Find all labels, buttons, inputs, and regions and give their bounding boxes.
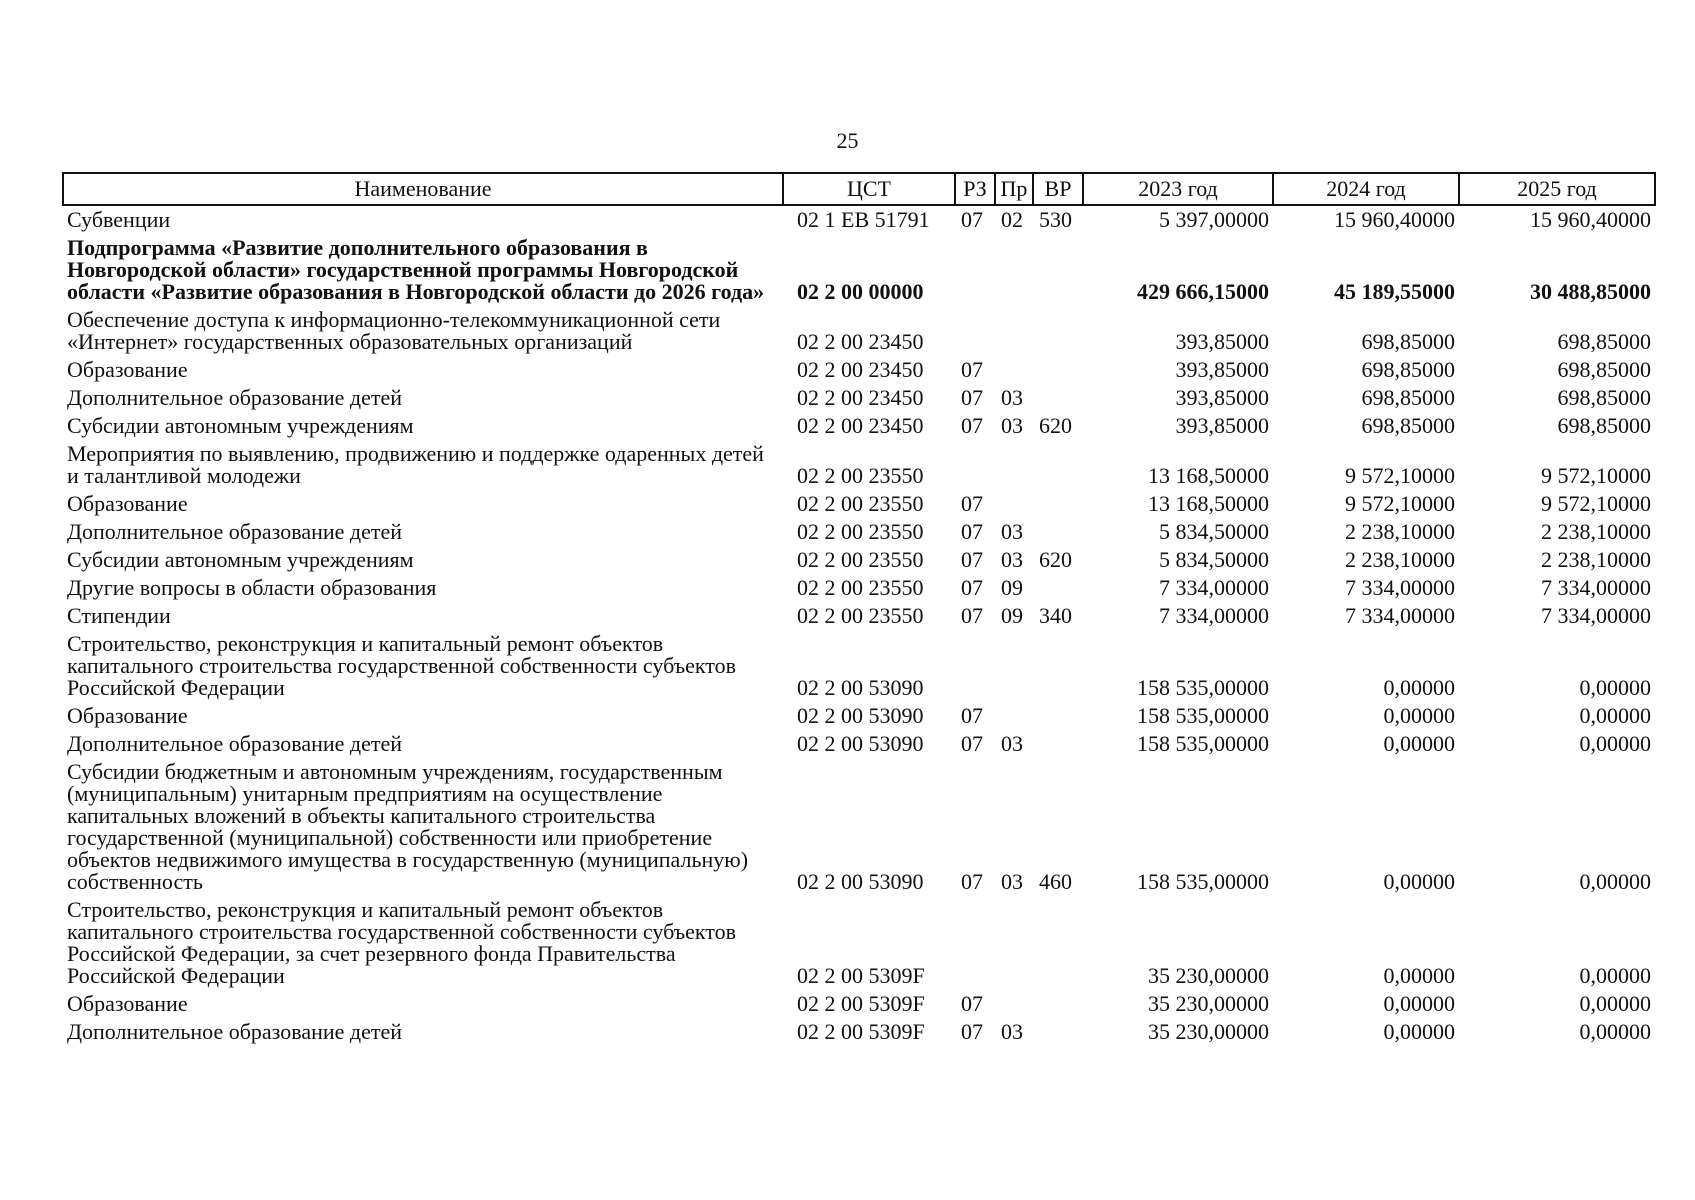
row-rz: 07: [961, 491, 983, 516]
budget-table: [62, 172, 1656, 1046]
row-name: Субвенции: [67, 207, 171, 232]
row-2025-amount: 2 238,10000: [1541, 547, 1651, 572]
row-vr: [1033, 730, 1083, 758]
table-row: [63, 990, 1655, 1018]
table-row: [63, 518, 1655, 546]
row-name: Строительство, реконструкция и капитальный ремонт объектов капитального строительства государственной собственности субъектов Российской Федерации, за счет резервного фонда Правительства Российской Федерации: [67, 897, 737, 988]
row-2025-amount: 698,85000: [1557, 385, 1651, 410]
row-2025-amount: 0,00000: [1579, 731, 1651, 756]
table-row: [63, 896, 1655, 990]
table-row: [63, 234, 1655, 306]
row-pr: 02: [1001, 207, 1023, 232]
row-rz: 07: [961, 207, 983, 232]
row-name: Стипендии: [67, 603, 171, 628]
row-vr: [1033, 1018, 1083, 1046]
row-cst: 02 2 00 23550: [797, 603, 924, 628]
row-rz: 07: [961, 1019, 983, 1044]
row-rz: [955, 440, 995, 490]
row-vr: [1033, 356, 1083, 384]
table-row: [63, 1018, 1655, 1046]
header-rz: РЗ: [955, 173, 995, 205]
row-rz: 07: [961, 519, 983, 544]
row-2024-amount: 45 189,55000: [1334, 279, 1455, 304]
row-2023-amount: 393,85000: [1175, 357, 1269, 382]
row-name: Образование: [67, 491, 188, 516]
row-rz: [955, 234, 995, 306]
row-2023-amount: 429 666,15000: [1137, 279, 1269, 304]
row-2025-amount: 698,85000: [1557, 357, 1651, 382]
row-vr: [1033, 490, 1083, 518]
row-2025-amount: 30 488,85000: [1530, 279, 1651, 304]
row-2024-amount: 0,00000: [1383, 675, 1455, 700]
row-2024-amount: 0,00000: [1383, 963, 1455, 988]
row-vr: [1033, 702, 1083, 730]
row-2023-amount: 158 535,00000: [1137, 703, 1269, 728]
row-2025-amount: 0,00000: [1579, 675, 1651, 700]
row-name: Субсидии автономным учреждениям: [67, 547, 414, 572]
row-cst: 02 2 00 23550: [797, 575, 924, 600]
row-2025-amount: 7 334,00000: [1541, 603, 1651, 628]
header-pr: Пр: [995, 173, 1033, 205]
table-row: [63, 730, 1655, 758]
row-2023-amount: 35 230,00000: [1148, 963, 1269, 988]
row-vr: [1033, 990, 1083, 1018]
row-2023-amount: 7 334,00000: [1159, 603, 1269, 628]
header-vr: ВР: [1033, 173, 1083, 205]
row-cst: 02 2 00 23550: [797, 491, 924, 516]
row-pr: [995, 356, 1033, 384]
row-name: Обеспечение доступа к информационно-телекоммуникационной сети «Интернет» государственных образовательных организаций: [67, 307, 721, 354]
row-name: Строительство, реконструкция и капитальный ремонт объектов капитального строительства государственной собственности субъектов Российской Федерации: [67, 631, 737, 700]
row-pr: 03: [1001, 869, 1023, 894]
row-pr: [995, 990, 1033, 1018]
row-2024-amount: 0,00000: [1383, 991, 1455, 1016]
row-vr: [1033, 574, 1083, 602]
row-2025-amount: 0,00000: [1579, 991, 1651, 1016]
row-cst: 02 2 00 5309F: [797, 991, 925, 1016]
row-2024-amount: 0,00000: [1383, 731, 1455, 756]
table-body: [63, 205, 1655, 1046]
row-2025-amount: 0,00000: [1579, 963, 1651, 988]
row-vr: [1033, 518, 1083, 546]
table-row: [63, 306, 1655, 356]
row-2023-amount: 5 834,50000: [1159, 547, 1269, 572]
row-2023-amount: 158 535,00000: [1137, 731, 1269, 756]
row-rz: 07: [961, 357, 983, 382]
table-row: [63, 440, 1655, 490]
row-2023-amount: 393,85000: [1175, 385, 1269, 410]
row-2023-amount: 393,85000: [1175, 413, 1269, 438]
row-2023-amount: 5 397,00000: [1159, 207, 1269, 232]
row-rz: 07: [961, 731, 983, 756]
row-name: Дополнительное образование детей: [67, 731, 403, 756]
row-2023-amount: 35 230,00000: [1148, 991, 1269, 1016]
table-row: [63, 574, 1655, 602]
table-row: [63, 205, 1655, 234]
row-rz: 07: [961, 413, 983, 438]
row-pr: 03: [1001, 413, 1023, 438]
table-row: [63, 412, 1655, 440]
header-2025: 2025 год: [1459, 173, 1655, 205]
row-2025-amount: 9 572,10000: [1541, 491, 1651, 516]
row-vr: [1033, 234, 1083, 306]
row-2023-amount: 13 168,50000: [1148, 491, 1269, 516]
row-2024-amount: 2 238,10000: [1345, 547, 1455, 572]
page-number: 25: [836, 128, 859, 153]
row-cst: 02 2 00 23550: [797, 547, 924, 572]
row-2023-amount: 158 535,00000: [1137, 675, 1269, 700]
row-rz: [955, 630, 995, 702]
row-cst: 02 2 00 23450: [797, 413, 924, 438]
row-vr: [1033, 630, 1083, 702]
row-2025-amount: 2 238,10000: [1541, 519, 1651, 544]
row-vr: [1033, 384, 1083, 412]
row-cst: 02 2 00 5309F: [797, 963, 925, 988]
header-name: Наименование: [63, 173, 783, 205]
row-rz: 07: [961, 703, 983, 728]
table-row: [63, 602, 1655, 630]
row-2025-amount: 9 572,10000: [1541, 463, 1651, 488]
row-cst: 02 2 00 23450: [797, 357, 924, 382]
row-name: Дополнительное образование детей: [67, 1019, 403, 1044]
table-row: [63, 384, 1655, 412]
row-pr: 03: [1001, 385, 1023, 410]
row-cst: 02 2 00 53090: [797, 675, 924, 700]
row-rz: 07: [961, 575, 983, 600]
row-name: Образование: [67, 357, 188, 382]
row-cst: 02 2 00 23550: [797, 463, 924, 488]
row-rz: [955, 306, 995, 356]
row-pr: [995, 440, 1033, 490]
row-pr: 09: [1001, 603, 1023, 628]
row-name: Другие вопросы в области образования: [67, 575, 437, 600]
row-2024-amount: 0,00000: [1383, 1019, 1455, 1044]
row-name: Подпрограмма «Развитие дополнительного образования в Новгородской области» государственной программы Новгородской области «Развитие образования в Новгородской области до 2026 года»: [67, 235, 765, 304]
row-pr: 09: [1001, 575, 1023, 600]
row-cst: 02 2 00 23550: [797, 519, 924, 544]
row-cst: 02 2 00 53090: [797, 869, 924, 894]
row-vr: 460: [1039, 869, 1072, 894]
table-row: [63, 546, 1655, 574]
row-2023-amount: 5 834,50000: [1159, 519, 1269, 544]
row-name: Дополнительное образование детей: [67, 519, 403, 544]
row-name: Образование: [67, 991, 188, 1016]
row-2024-amount: 15 960,40000: [1334, 207, 1455, 232]
row-2024-amount: 7 334,00000: [1345, 603, 1455, 628]
row-pr: [995, 896, 1033, 990]
row-pr: 03: [1001, 547, 1023, 572]
row-2024-amount: 0,00000: [1383, 869, 1455, 894]
row-rz: 07: [961, 385, 983, 410]
row-2023-amount: 393,85000: [1175, 329, 1269, 354]
row-2025-amount: 7 334,00000: [1541, 575, 1651, 600]
row-2024-amount: 698,85000: [1361, 385, 1455, 410]
row-pr: 03: [1001, 731, 1023, 756]
row-2024-amount: 9 572,10000: [1345, 491, 1455, 516]
row-2025-amount: 698,85000: [1557, 329, 1651, 354]
row-rz: [955, 896, 995, 990]
row-2024-amount: 698,85000: [1361, 413, 1455, 438]
row-rz: 07: [961, 603, 983, 628]
table-header-row: [63, 173, 1655, 205]
row-rz: 07: [961, 869, 983, 894]
table-row: [63, 490, 1655, 518]
row-name: Мероприятия по выявлению, продвижению и поддержке одаренных детей и талантливой молодежи: [67, 441, 764, 488]
row-cst: 02 1 ЕВ 51791: [797, 207, 930, 232]
row-2024-amount: 2 238,10000: [1345, 519, 1455, 544]
row-pr: 03: [1001, 519, 1023, 544]
row-pr: [995, 490, 1033, 518]
row-name: Субсидии бюджетным и автономным учреждениям, государственным (муниципальным) унитарным предприятиям на осуществление капитальных вложений в объекты капитального строительства государственной (муниципальной) собственности или приобретение объектов недвижимого имущества в государственную (муниципальную) собственность: [67, 759, 749, 894]
row-pr: [995, 630, 1033, 702]
row-cst: 02 2 00 00000: [797, 279, 924, 304]
row-vr: [1033, 306, 1083, 356]
row-vr: 620: [1039, 547, 1072, 572]
header-2024: 2024 год: [1273, 173, 1459, 205]
table-row: [63, 356, 1655, 384]
table-row: [63, 758, 1655, 896]
row-cst: 02 2 00 5309F: [797, 1019, 925, 1044]
row-2023-amount: 7 334,00000: [1159, 575, 1269, 600]
row-pr: [995, 234, 1033, 306]
row-cst: 02 2 00 53090: [797, 731, 924, 756]
row-rz: 07: [961, 991, 983, 1016]
row-name: Субсидии автономным учреждениям: [67, 413, 414, 438]
row-vr: [1033, 896, 1083, 990]
row-2024-amount: 7 334,00000: [1345, 575, 1455, 600]
row-2023-amount: 158 535,00000: [1137, 869, 1269, 894]
row-2025-amount: 0,00000: [1579, 1019, 1651, 1044]
row-name: Дополнительное образование детей: [67, 385, 403, 410]
row-2023-amount: 13 168,50000: [1148, 463, 1269, 488]
row-cst: 02 2 00 23450: [797, 329, 924, 354]
row-vr: 340: [1039, 603, 1072, 628]
row-2024-amount: 698,85000: [1361, 329, 1455, 354]
row-pr: [995, 702, 1033, 730]
row-rz: 07: [961, 547, 983, 572]
row-2024-amount: 9 572,10000: [1345, 463, 1455, 488]
row-2024-amount: 698,85000: [1361, 357, 1455, 382]
row-2025-amount: 0,00000: [1579, 869, 1651, 894]
row-2025-amount: 698,85000: [1557, 413, 1651, 438]
header-2023: 2023 год: [1083, 173, 1273, 205]
row-pr: [995, 306, 1033, 356]
row-2023-amount: 35 230,00000: [1148, 1019, 1269, 1044]
row-2025-amount: 0,00000: [1579, 703, 1651, 728]
table-row: [63, 702, 1655, 730]
row-cst: 02 2 00 53090: [797, 703, 924, 728]
row-vr: 530: [1039, 207, 1072, 232]
row-vr: [1033, 440, 1083, 490]
row-cst: 02 2 00 23450: [797, 385, 924, 410]
row-2025-amount: 15 960,40000: [1530, 207, 1651, 232]
row-2024-amount: 0,00000: [1383, 703, 1455, 728]
header-cst: ЦСТ: [783, 173, 955, 205]
table-row: [63, 630, 1655, 702]
row-vr: 620: [1039, 413, 1072, 438]
row-name: Образование: [67, 703, 188, 728]
row-pr: 03: [1001, 1019, 1023, 1044]
